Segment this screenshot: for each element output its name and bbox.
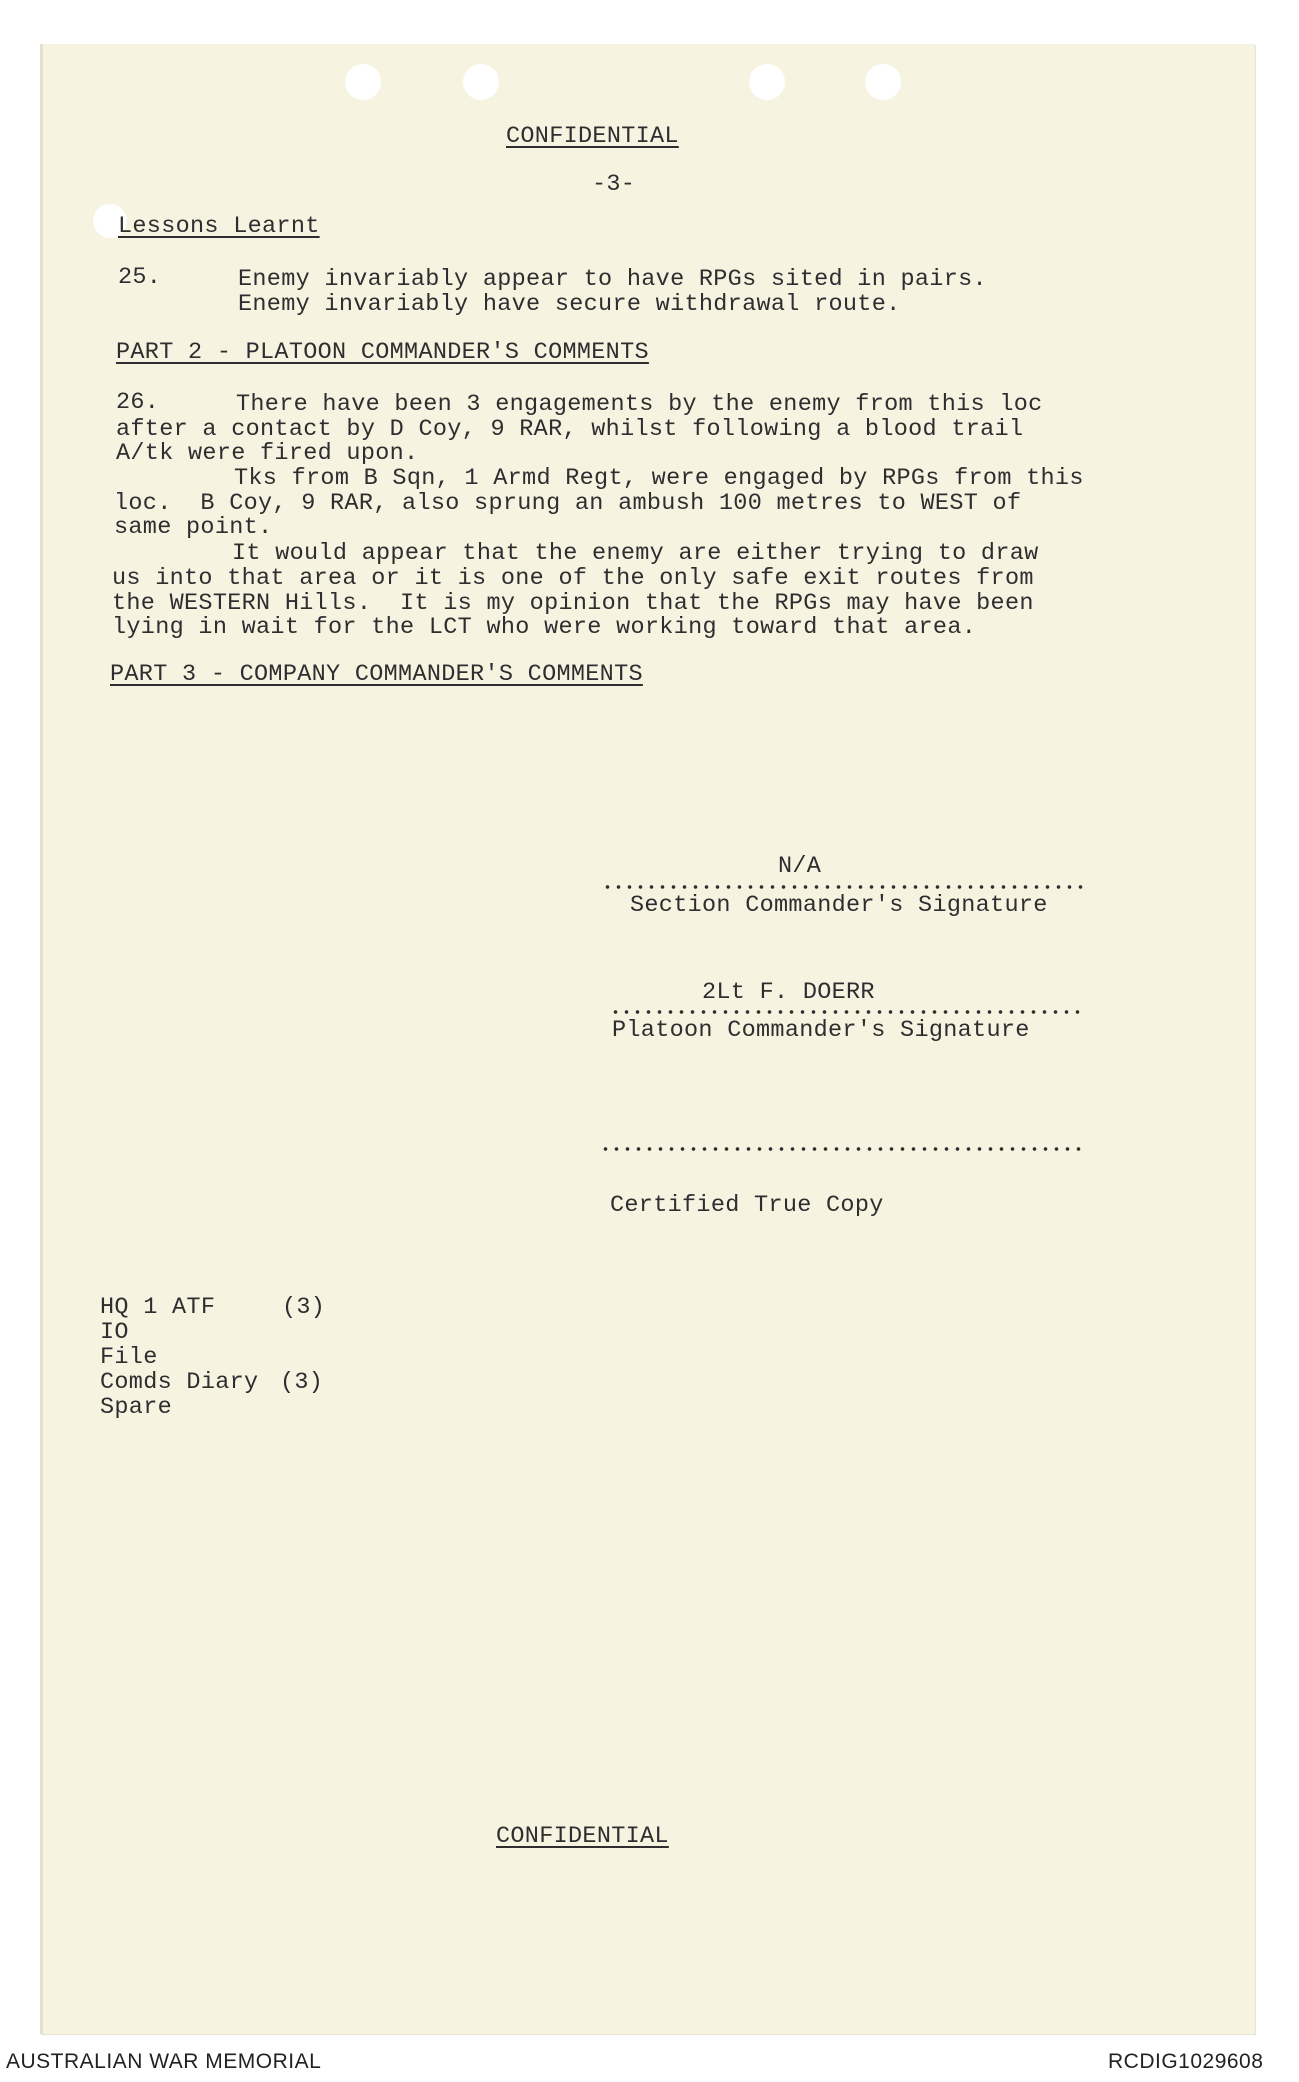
footer-classification: CONFIDENTIAL — [496, 1823, 669, 1850]
comment-line: lying in wait for the LCT who were working toward that area. — [112, 614, 977, 641]
comment-line: same point. — [114, 514, 273, 541]
part2-heading: PART 2 - PLATOON COMMANDER'S COMMENTS — [116, 339, 649, 366]
comment-line: A/tk were fired upon. — [116, 440, 419, 467]
signature-line — [602, 884, 1086, 890]
distribution-item: Comds Diary — [100, 1369, 259, 1396]
header-classification: CONFIDENTIAL — [506, 123, 679, 150]
archive-reference: RCDIG1029608 — [1108, 2050, 1264, 2073]
comment-line: loc. B Coy, 9 RAR, also sprung an ambush 100 metres to WEST of — [114, 490, 1022, 517]
section-signature-label: Section Commander's Signature — [630, 892, 1048, 919]
distribution-count: (3) — [282, 1294, 326, 1321]
platoon-signature-value: 2Lt F. DOERR — [702, 979, 875, 1006]
part3-heading: PART 3 - COMPANY COMMANDER'S COMMENTS — [110, 661, 643, 688]
comment-line: There have been 3 engagements by the enemy from this loc — [236, 391, 1043, 418]
lessons-line: Enemy invariably appear to have RPGs sited in pairs. — [238, 266, 987, 293]
distribution-item: Spare — [100, 1394, 173, 1421]
comment-line: It would appear that the enemy are either trying to draw — [232, 540, 1039, 567]
section-signature-value: N/A — [778, 853, 822, 880]
distribution-item: HQ 1 ATF — [100, 1294, 216, 1321]
page-number: -3- — [592, 171, 636, 198]
signature-line — [610, 1009, 1086, 1015]
distribution-item: IO — [100, 1319, 129, 1346]
distribution-count: (3) — [280, 1369, 324, 1396]
certified-true-copy: Certified True Copy — [610, 1192, 884, 1219]
signature-line — [600, 1146, 1084, 1152]
comment-line: Tks from B Sqn, 1 Armd Regt, were engaged by RPGs from this — [234, 465, 1084, 492]
distribution-item: File — [100, 1344, 158, 1371]
punch-hole — [749, 64, 785, 100]
comment-line: the WESTERN Hills. It is my opinion that the RPGs may have been — [112, 590, 1034, 617]
lessons-heading: Lessons Learnt — [118, 213, 320, 240]
punch-hole — [463, 64, 499, 100]
archive-institution: AUSTRALIAN WAR MEMORIAL — [6, 2050, 322, 2073]
comment-line: us into that area or it is one of the only safe exit routes from — [112, 565, 1034, 592]
comment-line: after a contact by D Coy, 9 RAR, whilst following a blood trail — [116, 416, 1024, 443]
paragraph-number: 26. — [116, 389, 160, 416]
punch-hole — [345, 64, 381, 100]
lessons-line: Enemy invariably have secure withdrawal route. — [238, 291, 901, 318]
punch-hole — [865, 64, 901, 100]
paragraph-number: 25. — [118, 264, 162, 291]
platoon-signature-label: Platoon Commander's Signature — [612, 1017, 1030, 1044]
